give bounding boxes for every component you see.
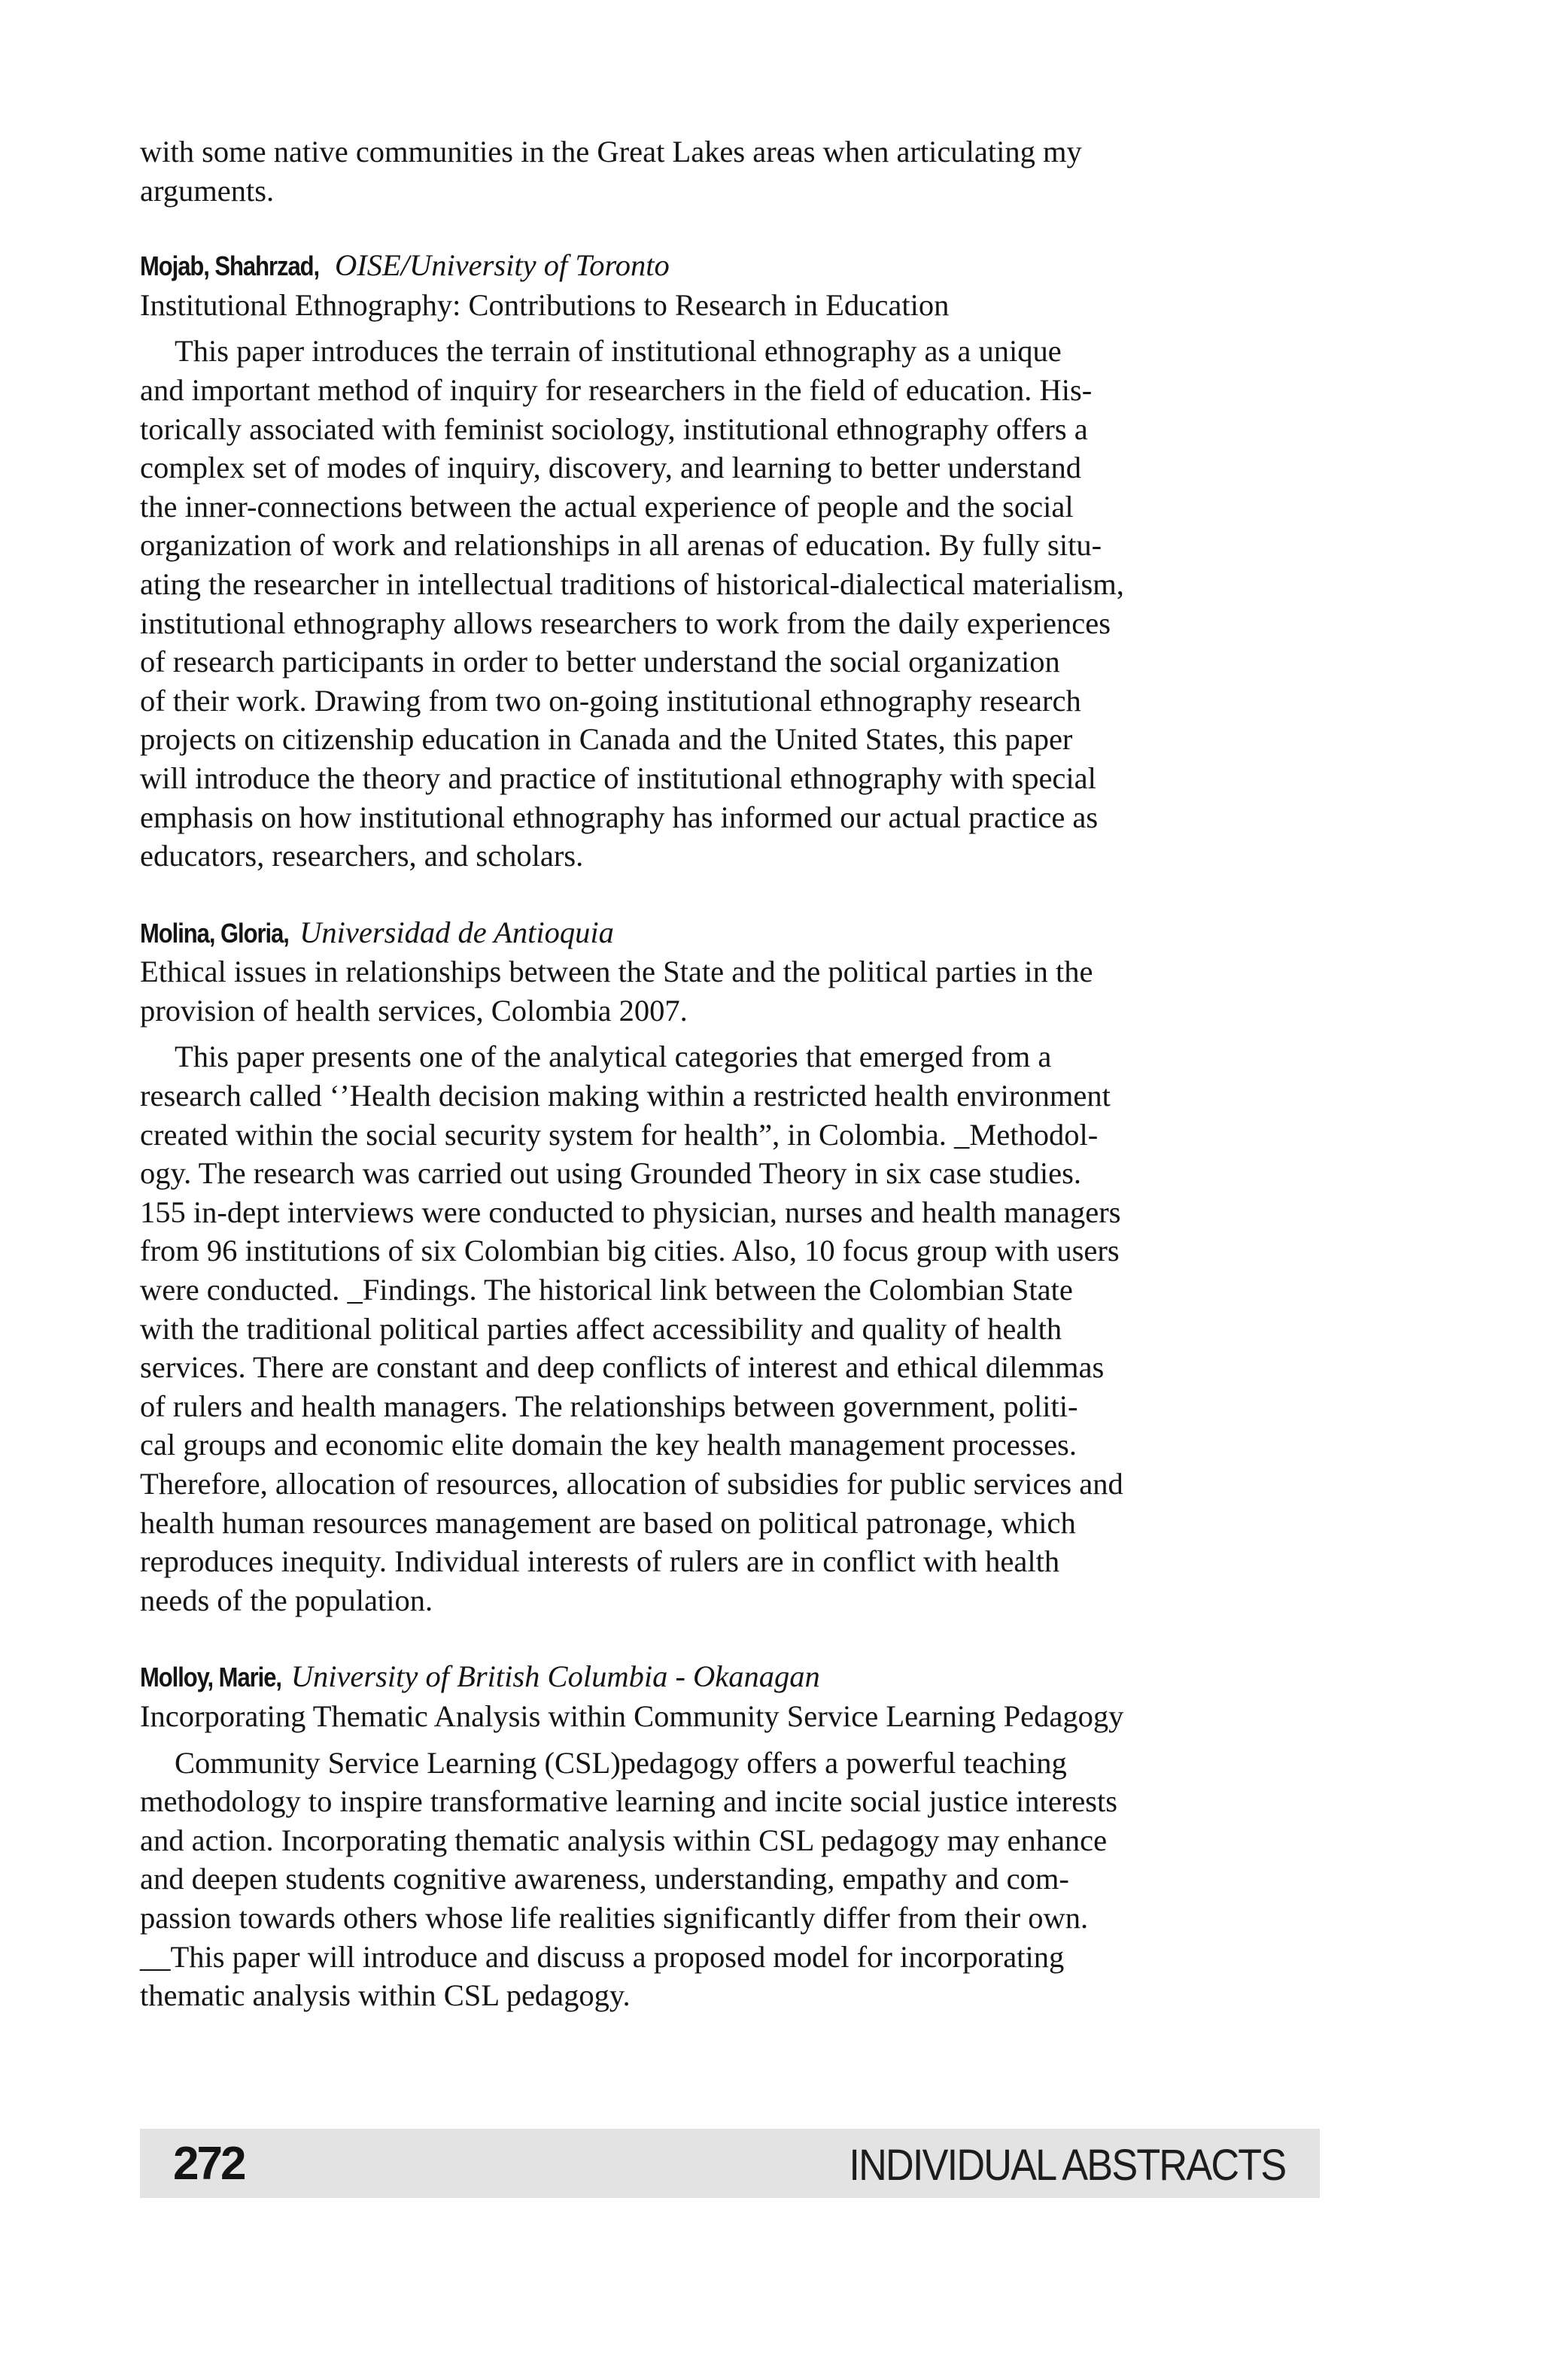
page-footer (140, 2129, 1320, 2198)
lead-paragraph: with some native communities in the Great Lakes areas when articulating my arguments. (140, 135, 1082, 208)
entry-heading (140, 1657, 1314, 1697)
abstract-title: Incorporating Thematic Analysis within Community Service Learning Pedagogy (140, 1698, 1124, 1733)
author-affiliation: OISE/University of Toronto (334, 248, 670, 283)
abstract-text: This paper introduces the terrain of institutional ethnography as a unique and important method of inquiry for researchers in the field of education. His- torically associated with feminist sociology, institutional ethnography offers a complex set of modes of inquiry, discovery, and learning to better understand the inner-connections between the actual experience of people and the social organization of work and relationships in all arenas of education. By fully situ- ating the researcher in intellectual traditions of historical-dialectical materialism, institutional ethnography allows researchers to work from the daily experiences of research participants in order to better understand the social organization of their work. Drawing from two on-going institutional ethnography research projects on citizenship education in Canada and the United States, this paper will introduce the theory and practice of institutional ethnography with special emphasis on how institutional ethnography has informed our actual practice as educators, researchers, and scholars. (140, 334, 1124, 873)
abstract-entry-mojab (140, 246, 1314, 876)
author-affiliation: University of British Columbia - Okanagan (290, 1659, 820, 1694)
author-name: Molina, Gloria, (140, 917, 289, 949)
author-name: Molloy, Marie, (140, 1662, 281, 1693)
entry-heading (140, 246, 1314, 286)
abstract-text: This paper presents one of the analytical categories that emerged from a research called ‘’Health decision making within a restricted health environment created within the social security system for health”, in Colombia. _Methodol- ogy. The research was carried out using Grounded Theory in six case studies. 155 in-dept interviews were conducted to physician, nurses and health managers from 96 institutions of six Colombian big cities. Also, 10 focus group with users were conducted. _Findings. The historical link between the Colombian State with the traditional political parties affect accessibility and quality of health services. There are constant and deep conflicts of interest and ethical dilemmas of rulers and health managers. The relationships between government, politi- cal groups and economic elite domain the key health management processes. Therefore, allocation of resources, allocation of subsidies for public services and health human resources management are based on political patronage, which reproduces inequity. Individual interests of rulers are in conflict with health needs of the population. (140, 1040, 1123, 1617)
author-affiliation: Universidad de Antioquia (299, 915, 614, 949)
page-number: 272 (173, 2138, 245, 2190)
abstract-entry-molina (140, 913, 1314, 1620)
entry-heading (140, 913, 1314, 953)
abstract-title: Institutional Ethnography: Contributions to Research in Education (140, 287, 950, 322)
author-name: Mojab, Shahrzad, (140, 250, 320, 282)
abstract-text: Community Service Learning (CSL)pedagogy offers a powerful teaching methodology to inspire transformative learning and incite social justice interests and action. Incorporating thematic analysis within CSL pedagogy may enhance and deepen students cognitive awareness, understanding, empathy and com- passion towards others whose life realities significantly differ from their own. __This paper will introduce and discuss a proposed model for incorporating thematic analysis within CSL pedagogy. (140, 1745, 1118, 2013)
abstract-entry-molloy (140, 1657, 1314, 2014)
abstract-title: Ethical issues in relationships between the State and the political parties in the provision of health services, Colombia 2007. (140, 955, 1093, 1028)
section-name: INDIVIDUAL ABSTRACTS (849, 2141, 1285, 2190)
page-body (140, 132, 1314, 2053)
